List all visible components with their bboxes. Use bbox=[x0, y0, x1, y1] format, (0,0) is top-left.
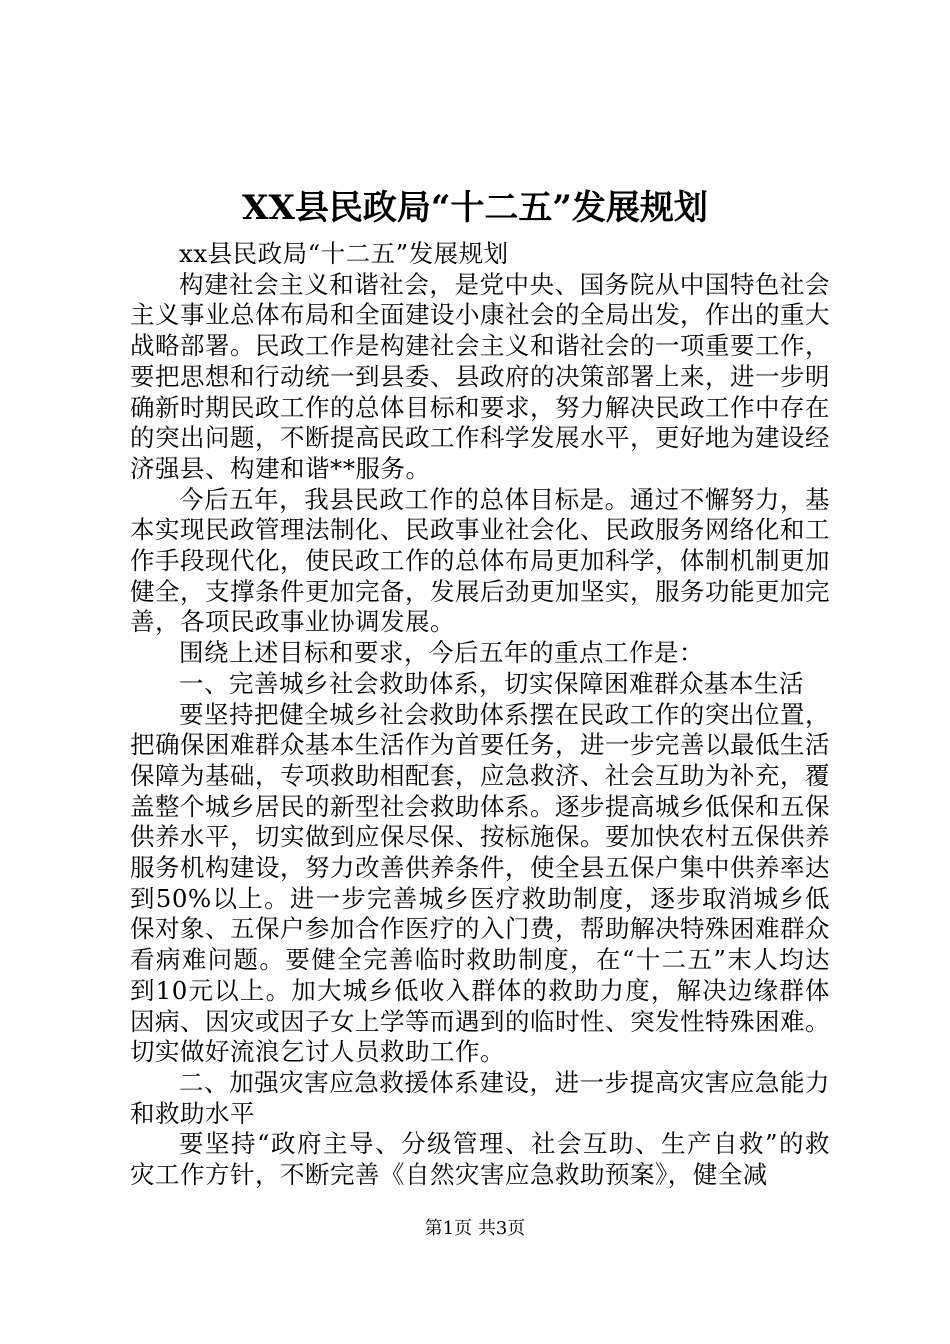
paragraph-goals: 今后五年，我县民政工作的总体目标是。通过不懈努力，基本实现民政管理法制化、民政事业社会化、民政服务网络化和工作手段现代化，使民政工作的总体布局更加科学，体制机制更加健全，支撑条件更加完备，发展后劲更加坚实，服务功能更加完善，各项民政事业协调发展。 bbox=[130, 484, 830, 637]
section-heading-2: 二、加强灾害应急救援体系建设，进一步提高灾害应急能力和救助水平 bbox=[130, 1067, 830, 1128]
document-title: XX县民政局“十二五”发展规划 bbox=[242, 188, 708, 228]
paragraph-intro: 构建社会主义和谐社会，是党中央、国务院从中国特色社会主义事业总体布局和全面建设小康社会的全局出发，作出的重大战略部署。民政工作是构建社会主义和谐社会的一项重要工作，要把思想和行动统一到县委、县政府的决策部署上来，进一步明确新时期民政工作的总体目标和要求，努力解决民政工作中存在的突出问题，不断提高民政工作科学发展水平，更好地为建设经济强县、构建和谐**服务。 bbox=[130, 269, 830, 483]
paragraph-section-2: 要坚持“政府主导、分级管理、社会互助、生产自救”的救灾工作方针，不断完善《自然灾害应急救助预案》，健全减 bbox=[130, 1129, 830, 1190]
page-footer: 第1页 共3页 bbox=[424, 1218, 526, 1239]
paragraph-subtitle: xx县民政局“十二五”发展规划 bbox=[179, 239, 509, 268]
paragraph-key-work: 围绕上述目标和要求，今后五年的重点工作是： bbox=[179, 638, 704, 668]
document-body bbox=[130, 239, 830, 1191]
section-heading-1: 一、完善城乡社会救助体系，切实保障困难群众基本生活 bbox=[179, 668, 804, 698]
paragraph-section-1: 要坚持把健全城乡社会救助体系摆在民政工作的突出位置，把确保困难群众基本生活作为首要任务，进一步完善以最低生活保障为基础，专项救助相配套，应急救济、社会互助为补充，覆盖整个城乡居民的新型社会救助体系。逐步提高城乡低保和五保供养水平，切实做到应保尽保、按标施保。要加快农村五保供养服务机构建设，努力改善供养条件，使全县五保户集中供养率达到50%以上。进一步完善城乡医疗救助制度，逐步取消城乡低保对象、五保户参加合作医疗的入门费，帮助解决特殊困难群众看病难问题。要健全完善临时救助制度，在“十二五”末人均达到10元以上。加大城乡低收入群体的救助力度，解决边缘群体因病、因灾或因子女上学等而遇到的临时性、突发性特殊困难。切实做好流浪乞讨人员救助工作。 bbox=[130, 699, 830, 1067]
